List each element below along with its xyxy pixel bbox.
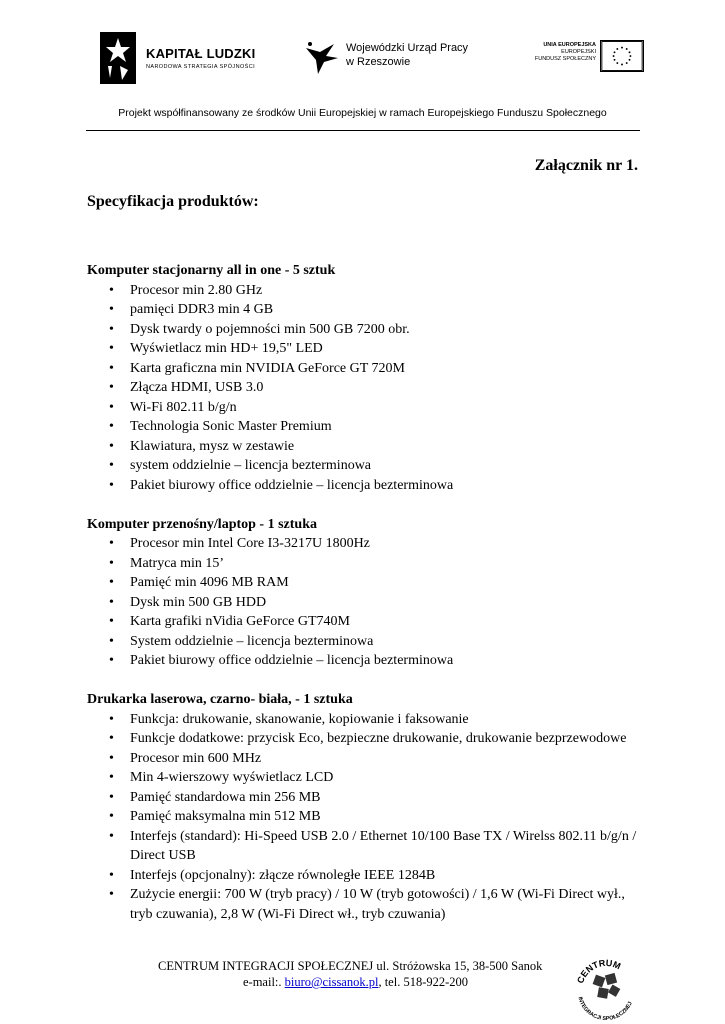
list-item: • Interfejs (opcjonalny): złącze równoległe IEEE 1284B	[87, 866, 647, 886]
list-item: • Dysk min 500 GB HDD	[87, 593, 647, 613]
list-item: • Funkcje dodatkowe: przycisk Eco, bezpieczne drukowanie, drukowanie bezprzewodowe	[87, 729, 647, 749]
list-item: • Złącza HDMI, USB 3.0	[87, 378, 647, 398]
section-laptop	[87, 515, 647, 671]
footer-address: CENTRUM INTEGRACJI SPOŁECZNEJ ul. Stróżowska 15, 38-500 Sanok	[158, 959, 543, 973]
section-heading: Komputer przenośny/laptop - 1 sztuka	[87, 516, 317, 532]
footer-phone: , tel. 518-922-200	[378, 975, 469, 989]
footer-email-prefix: e-mail:.	[243, 975, 285, 989]
list-item: • Wi-Fi 802.11 b/g/n	[87, 398, 647, 418]
list-item: • Funkcja: drukowanie, skanowanie, kopiowanie i faksowanie	[87, 710, 647, 730]
spec-list	[87, 281, 647, 496]
document-body	[87, 261, 647, 944]
spec-list	[87, 710, 647, 925]
section-printer	[87, 690, 647, 924]
list-item: • Pakiet biurowy office oddzielnie – licencja bezterminowa	[87, 651, 647, 671]
list-item: • Min 4-wierszowy wyświetlacz LCD	[87, 768, 647, 788]
list-item: • Dysk twardy o pojemności min 500 GB 7200 obr.	[87, 320, 647, 340]
wup-name-line2: w Rzeszowie	[346, 56, 411, 68]
annex-label: Załącznik nr 1.	[534, 157, 638, 174]
eu-logo-line2: EUROPEJSKI	[561, 49, 596, 55]
list-item: • Karta graficzna min NVIDIA GeForce GT 720M	[87, 359, 647, 379]
email-link[interactable]: biuro@cissanok.pl	[284, 975, 379, 989]
list-item: • Procesor min 2.80 GHz	[87, 281, 647, 301]
list-item: • Pamięć maksymalna min 512 MB	[87, 807, 647, 827]
eu-logo-text	[535, 42, 596, 63]
list-item: • Pakiet biurowy office oddzielnie – licencja bezterminowa	[87, 476, 647, 496]
wup-name-line1: Wojewódzki Urząd Pracy	[346, 42, 469, 54]
kapital-ludzki-star-icon	[100, 32, 136, 84]
list-item: • Procesor min 600 MHz	[87, 749, 647, 769]
list-item: • Wyświetlacz min HD+ 19,5" LED	[87, 339, 647, 359]
list-item: • pamięci DDR3 min 4 GB	[87, 300, 647, 320]
list-item: • System oddzielnie – licencja bezterminowa	[87, 632, 647, 652]
svg-text:INTEGRACJI SPOŁECZNEJ	[577, 996, 634, 1020]
kapital-ludzki-subtitle: NARODOWA STRATEGIA SPÓJNOŚCI	[146, 64, 255, 70]
eu-logo-line1: UNIA EUROPEJSKA	[543, 42, 596, 48]
header-logos	[0, 28, 725, 88]
header-divider	[86, 130, 640, 131]
list-item: • Zużycie energii: 700 W (tryb pracy) / 10 W (tryb gotowości) / 1,6 W (Wi-Fi Direct wył., tryb czuwania), 2,8 W (Wi-Fi Direct wł., tryb czuwania)	[87, 885, 647, 924]
funding-note: Projekt współfinansowany ze środków Unii Europejskiej w ramach Europejskiego Funduszu Społecznego	[118, 107, 607, 119]
cis-logo-top-text: CENTRUM	[575, 957, 623, 985]
list-item: • Pamięć min 4096 MB RAM	[87, 573, 647, 593]
eu-logo-line3: FUNDUSZ SPOŁECZNY	[534, 56, 596, 62]
cis-logo-bottom-text: INTEGRACJI SPOŁECZNEJ	[576, 996, 634, 1020]
list-item: • Technologia Sonic Master Premium	[87, 417, 647, 437]
list-item: • Pamięć standardowa min 256 MB	[87, 788, 647, 808]
list-item: • system oddzielnie – licencja bezterminowa	[87, 456, 647, 476]
list-item: • Matryca min 15’	[87, 554, 647, 574]
list-item: • Karta grafiki nVidia GeForce GT740M	[87, 612, 647, 632]
list-item: • Interfejs (standard): Hi-Speed USB 2.0 / Ethernet 10/100 Base TX / Wirelss 802.11 b/g/n / Direct USB	[87, 827, 647, 866]
eu-logo	[520, 40, 644, 74]
kapital-ludzki-logo	[100, 32, 270, 84]
list-item: • Klawiatura, mysz w zestawie	[87, 437, 647, 457]
section-desktop	[87, 261, 647, 495]
list-item: • Procesor min Intel Core I3-3217U 1800Hz	[87, 534, 647, 554]
section-heading: Komputer stacjonarny all in one - 5 sztuk	[87, 263, 336, 278]
bird-icon	[304, 38, 340, 78]
spec-list	[87, 534, 647, 671]
eu-flag-icon	[600, 40, 644, 72]
wup-logo	[304, 38, 474, 78]
kapital-ludzki-title: KAPITAŁ LUDZKI	[146, 46, 256, 61]
page-title: Specyfikacja produktów:	[87, 193, 259, 210]
section-heading: Drukarka laserowa, czarno- biała, - 1 sztuka	[87, 692, 353, 707]
footer-contact	[243, 974, 468, 990]
centrum-integracji-logo	[568, 950, 644, 1020]
